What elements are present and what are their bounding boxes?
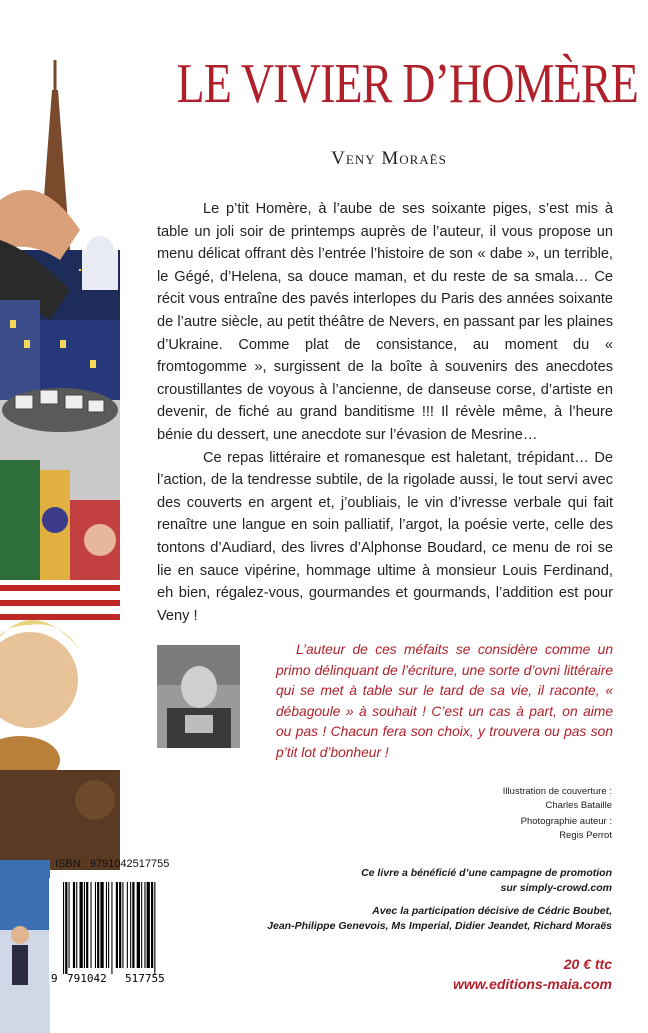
photo-credit [521, 815, 612, 843]
synopsis-paragraph-2: Ce repas littéraire et romanesque est haletant, trépidant… De l’action, de la tendresse subtile, de la rigolade aussi, le tout servi avec des couverts en argent et, j’oubliais, le vin d’ivresse verbale qui fait renaître une langue en soin palliatif, l’argot, la poésie verte, celle des tontons d’Audiard, des livres d’Alphonse Boudard, ce menu de roi se lie en sauce vipérine, hommage ultime à monsieur Louis Ferdinand, eh bien, régalez-vous, gourmandes et gourmands, l’addition est pour Veny ! [157, 449, 613, 624]
price: 20 € ttc [563, 956, 612, 972]
isbn-label: ISBN : 9791042517755 [55, 858, 170, 870]
promo-line-4: Jean-Philippe Genevois, Ms Imperial, Didier Jeandet, Richard Moraës [267, 919, 612, 932]
publisher-website[interactable]: www.editions-maia.com [453, 976, 612, 992]
photo-credit-name: Regis Perrot [559, 830, 612, 841]
promo-campaign [361, 866, 612, 895]
barcode [49, 878, 186, 985]
promo-line-1: Ce livre a bénéficié d’une campagne de promotion [361, 867, 612, 879]
illustration-credit-name: Charles Bataille [545, 800, 612, 811]
promo-line-2: sur simply-crowd.com [500, 881, 612, 894]
promo-line-3: Avec la participation décisive de Cédric Boubet, [372, 905, 612, 917]
synopsis-paragraph-1: Le p’tit Homère, à l’aube de ses soixante piges, s’est mis à table un joli soir de printemps auprès de l’auteur, il vous propose un menu délicat offrant dès l’entrée l’histoire de son « dabe », un terrible, le Gégé, d’Helena, sa douce maman, et du reste de sa smala… Ce récit vous entraîne des pavés interlopes du Paris des années soixante de l’autre siècle, au petit théâtre de Nevers, en passant par les plaines d’Ukraine. Comme plat de consistance, au moment du « fromtogomme », surgissent de la boîte à souvenirs des anecdotes croustillantes de voyous à l’ancienne, de danseuse corse, d’artiste en devenir, de fiché au grand banditisme !!! Il révèle même, à l’heure bénie du dessert, une anecdote sur l’évasion de Mesrine… [157, 201, 613, 443]
synopsis [157, 198, 613, 627]
barcode-digits-group1: 791042 [67, 972, 107, 985]
author-name: Veny Moraës [331, 148, 447, 169]
illustration-credit-label: Illustration de couverture : [502, 786, 612, 797]
barcode-digit-first: 9 [51, 972, 58, 985]
barcode-bars [63, 882, 155, 974]
author-photo [157, 645, 240, 748]
illustration-credit [503, 785, 612, 813]
promo-participants [267, 904, 612, 933]
book-title: LE VIVIER D’HOMÈRE [176, 53, 639, 115]
author-bio [276, 640, 613, 764]
bio-text: L’auteur de ces méfaits se considère comme un primo délinquant de l’écriture, une sorte d’ovni littéraire qui se met à table sur le tard de sa vie, il raconte, « débagoule » à souhait ! C’est un cas à part, on aime ou pas ! Chacun fera son choix, y trouvera ou pas son p’tit lot d’bonheur ! [276, 642, 613, 760]
barcode-digits-group2: 517755 [125, 972, 165, 985]
photo-credit-label: Photographie auteur : [520, 816, 612, 827]
